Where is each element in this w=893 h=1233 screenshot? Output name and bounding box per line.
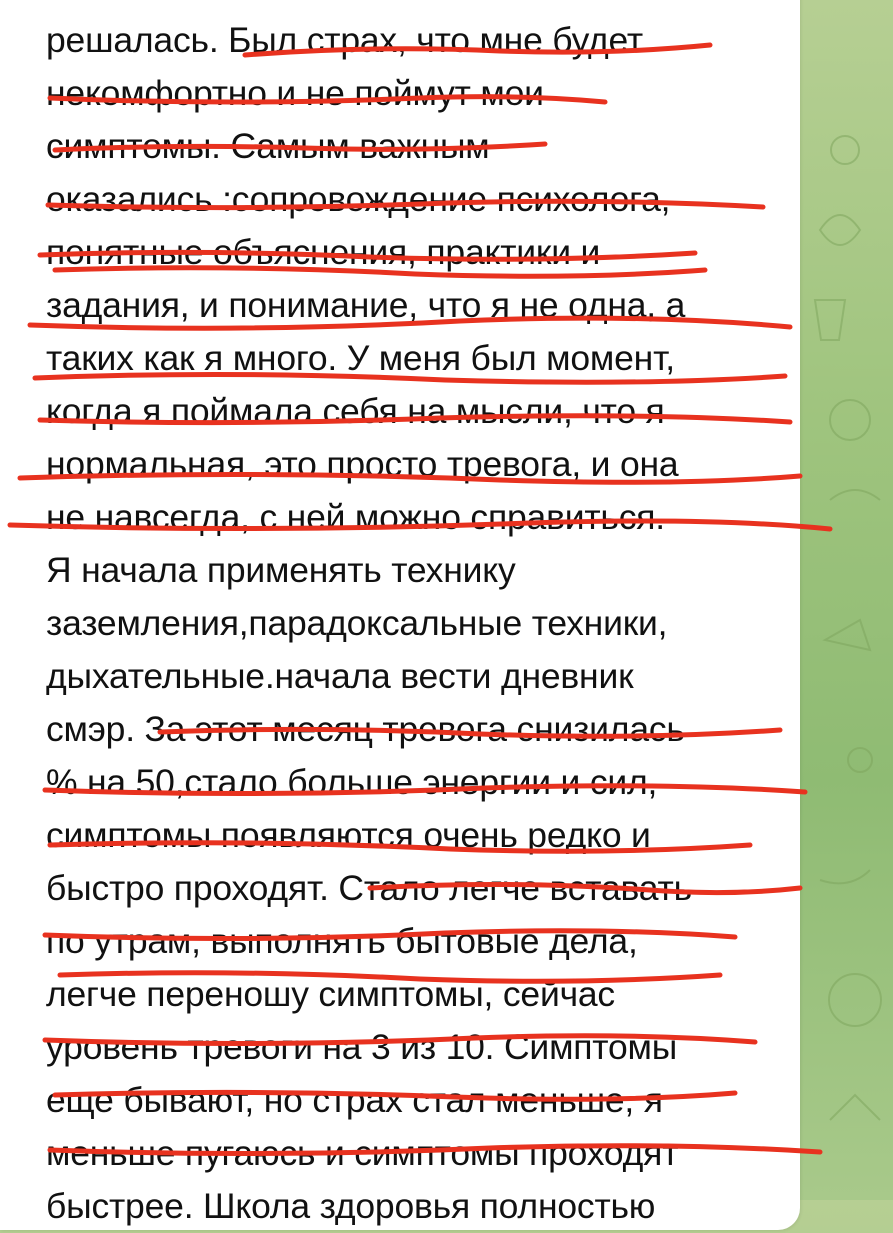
- message-line: некомфортно и не поймут мои: [46, 73, 544, 113]
- message-line: уровень тревоги на 3 из 10. Симптомы: [46, 1027, 678, 1067]
- message-line: решалась. Был страх, что мне будет: [46, 20, 643, 60]
- message-line: меньше пугаюсь и симптомы проходят: [46, 1133, 679, 1173]
- message-line: по утрам, выполнять бытовые дела,: [46, 921, 638, 961]
- message-line: не навсегда, с ней можно справиться.: [46, 497, 665, 537]
- message-line: еще бывают, но страх стал меньше, я: [46, 1080, 663, 1120]
- message-line: задания, и понимание, что я не одна, а: [46, 285, 686, 325]
- message-line: симптомы. Самым важным: [46, 126, 490, 166]
- message-line: дыхательные.начала вести дневник: [46, 656, 634, 696]
- message-line: когда я поймала себя на мысли, что я: [46, 391, 665, 431]
- message-line: Я начала применять технику: [46, 550, 516, 590]
- message-line: быстрее. Школа здоровья полностью: [46, 1186, 656, 1226]
- message-line: таких как я много. У меня был момент,: [46, 338, 675, 378]
- message-line: заземления,парадоксальные техники,: [46, 603, 668, 643]
- message-line: оказались :сопровождение психолога,: [46, 179, 671, 219]
- message-line: понятные объяснения, практики и: [46, 232, 601, 272]
- message-line: легче переношу симптомы, сейчас: [46, 974, 615, 1014]
- message-line: симптомы появляются очень редко и: [46, 815, 651, 855]
- message-line: нормальная, это просто тревога, и она: [46, 444, 679, 484]
- message-line: смэр. За этот месяц тревога снизилась: [46, 709, 685, 749]
- message-line: % на 50,стало больше энергии и сил,: [46, 762, 658, 802]
- message-line: быстро проходят. Стало легче вставать: [46, 868, 692, 908]
- message-text: [46, 14, 692, 1233]
